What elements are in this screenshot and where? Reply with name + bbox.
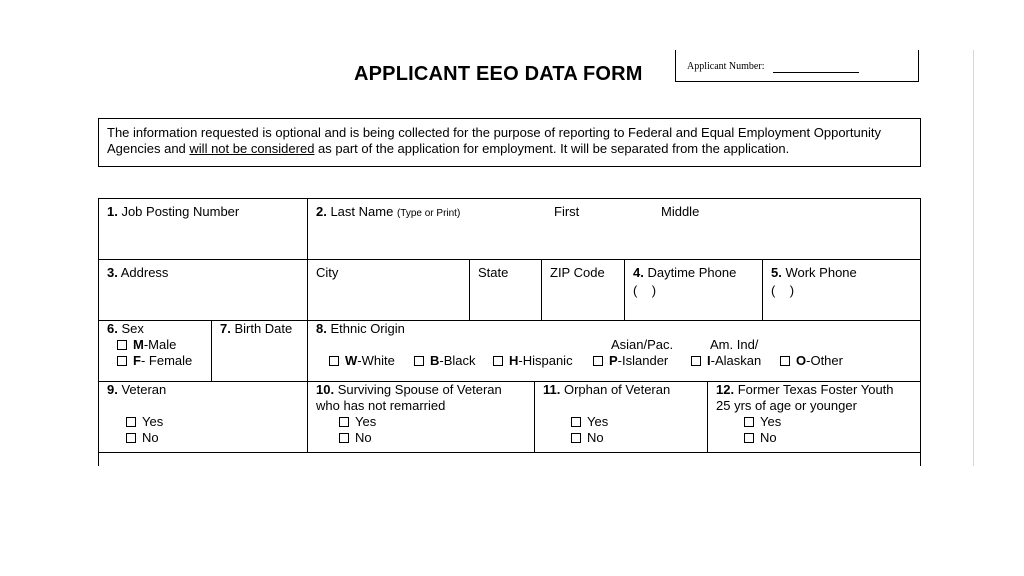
veteran-yes-option[interactable]: [126, 414, 163, 430]
foster-label: Former Texas Foster Youth: [734, 382, 894, 397]
ethnic-option-white[interactable]: [329, 353, 395, 369]
birth-date-label: Birth Date: [230, 321, 293, 336]
spouse-label: Surviving Spouse of Veteran: [334, 382, 502, 397]
alaskan-code: I: [707, 353, 711, 368]
first-name-label: First: [554, 204, 580, 219]
notice-text-1: The information requested is optional and is being collected for the purpose of reporting to Federal and Equal Employment Opportunity Agencies and: [107, 125, 881, 156]
notice-box: [98, 118, 921, 167]
male-text: -Male: [143, 337, 177, 352]
orphan-yes-text: Yes: [587, 414, 609, 429]
city-cell[interactable]: [307, 260, 469, 321]
female-checkbox[interactable]: [117, 356, 127, 366]
orphan-yes-option[interactable]: [571, 414, 608, 430]
black-checkbox[interactable]: [414, 356, 424, 366]
asian-note: Asian/Pac.: [611, 337, 674, 352]
birth-date-num: 7.: [220, 321, 231, 336]
foster-yes-option[interactable]: [744, 414, 781, 430]
middle-name-label: Middle: [661, 204, 700, 219]
orphan-num: 11.: [543, 382, 561, 397]
veteran-label: Veteran: [117, 382, 167, 397]
male-code: M: [133, 337, 144, 352]
foster-no-text: No: [760, 430, 777, 445]
veteran-no-text: No: [142, 430, 159, 445]
alaskan-text: -Alaskan: [710, 353, 762, 368]
female-text: - Female: [140, 353, 193, 368]
islander-checkbox[interactable]: [593, 356, 603, 366]
veteran-num: 9.: [107, 382, 118, 397]
eeo-form-grid: [98, 198, 921, 466]
job-posting-cell[interactable]: [99, 199, 307, 260]
islander-code: P: [609, 353, 618, 368]
work-phone-label: Work Phone: [781, 265, 857, 280]
spouse-yes-text: Yes: [355, 414, 377, 429]
orphan-yes-checkbox[interactable]: [571, 417, 581, 427]
spouse-cell: [307, 382, 534, 453]
ethnic-option-black[interactable]: [414, 353, 476, 369]
sex-num: 6.: [107, 321, 118, 336]
alaskan-checkbox[interactable]: [691, 356, 701, 366]
daytime-phone-cell[interactable]: [624, 260, 762, 321]
islander-text: -Islander: [617, 353, 669, 368]
veteran-yes-text: Yes: [142, 414, 164, 429]
other-text: -Other: [806, 353, 843, 368]
page-edge-divider: [973, 50, 974, 466]
spouse-label-2: who has not remarried: [316, 398, 446, 413]
sex-cell: [99, 321, 211, 382]
orphan-no-option[interactable]: [571, 430, 604, 446]
work-phone-num: 5.: [771, 265, 782, 280]
spouse-yes-option[interactable]: [339, 414, 376, 430]
notice-text-2: as part of the application for employment. It will be separated from the application.: [314, 141, 790, 156]
applicant-number-label: Applicant Number:: [687, 61, 765, 72]
white-code: W: [345, 353, 358, 368]
notice-underlined: will not be considered: [189, 141, 315, 156]
foster-no-option[interactable]: [744, 430, 777, 446]
zip-cell[interactable]: [541, 260, 624, 321]
am-ind-note: Am. Ind/: [710, 337, 759, 352]
hispanic-text: -Hispanic: [518, 353, 573, 368]
daytime-phone-parens: ( ): [633, 283, 657, 298]
orphan-no-text: No: [587, 430, 604, 445]
ethnic-label: Ethnic Origin: [326, 321, 405, 336]
orphan-cell: [534, 382, 707, 453]
foster-no-checkbox[interactable]: [744, 433, 754, 443]
foster-yes-checkbox[interactable]: [744, 417, 754, 427]
spouse-num: 10.: [316, 382, 335, 397]
spouse-no-option[interactable]: [339, 430, 372, 446]
veteran-yes-checkbox[interactable]: [126, 417, 136, 427]
veteran-no-option[interactable]: [126, 430, 159, 446]
last-name-hint: (Type or Print): [396, 208, 461, 219]
job-posting-num: 1.: [107, 204, 118, 219]
black-code: B: [430, 353, 440, 368]
job-posting-label: Job Posting Number: [117, 204, 240, 219]
address-cell[interactable]: [99, 260, 307, 321]
zip-label: ZIP Code: [550, 265, 605, 280]
veteran-no-checkbox[interactable]: [126, 433, 136, 443]
sex-label: Sex: [117, 321, 144, 336]
foster-num: 12.: [716, 382, 735, 397]
address-label: Address: [117, 265, 169, 280]
orphan-no-checkbox[interactable]: [571, 433, 581, 443]
daytime-phone-num: 4.: [633, 265, 644, 280]
last-name-label: Last Name: [326, 204, 397, 219]
ethnic-option-alaskan[interactable]: [691, 353, 761, 369]
spouse-yes-checkbox[interactable]: [339, 417, 349, 427]
state-cell[interactable]: [469, 260, 541, 321]
state-label: State: [478, 265, 509, 280]
ethnic-option-other[interactable]: [780, 353, 843, 369]
foster-yes-text: Yes: [760, 414, 782, 429]
male-checkbox[interactable]: [117, 340, 127, 350]
applicant-number-field[interactable]: [773, 72, 859, 73]
hispanic-checkbox[interactable]: [493, 356, 503, 366]
last-name-num: 2.: [316, 204, 327, 219]
birth-date-cell[interactable]: [211, 321, 307, 382]
foster-cell: [707, 382, 921, 453]
work-phone-cell[interactable]: [762, 260, 921, 321]
spouse-no-checkbox[interactable]: [339, 433, 349, 443]
white-text: -White: [357, 353, 395, 368]
sex-option-female[interactable]: [117, 353, 192, 369]
address-num: 3.: [107, 265, 118, 280]
other-code: O: [796, 353, 807, 368]
other-checkbox[interactable]: [780, 356, 790, 366]
ethnic-option-hispanic[interactable]: [493, 353, 573, 369]
white-checkbox[interactable]: [329, 356, 339, 366]
orphan-label: Orphan of Veteran: [560, 382, 671, 397]
ethnic-origin-cell: [307, 321, 921, 382]
ethnic-num: 8.: [316, 321, 327, 336]
veteran-cell: [99, 382, 307, 453]
city-label: City: [316, 265, 339, 280]
form-title: APPLICANT EEO DATA FORM: [354, 63, 643, 85]
applicant-number-box: [675, 50, 919, 82]
work-phone-parens: ( ): [771, 283, 795, 298]
hispanic-code: H: [509, 353, 519, 368]
foster-label-2: 25 yrs of age or younger: [716, 398, 857, 413]
female-code: F: [133, 353, 141, 368]
sex-option-male[interactable]: [117, 337, 176, 353]
spouse-no-text: No: [355, 430, 372, 445]
black-text: -Black: [439, 353, 476, 368]
daytime-phone-label: Daytime Phone: [643, 265, 737, 280]
ethnic-option-islander[interactable]: [593, 353, 668, 369]
name-cell[interactable]: [307, 199, 921, 260]
